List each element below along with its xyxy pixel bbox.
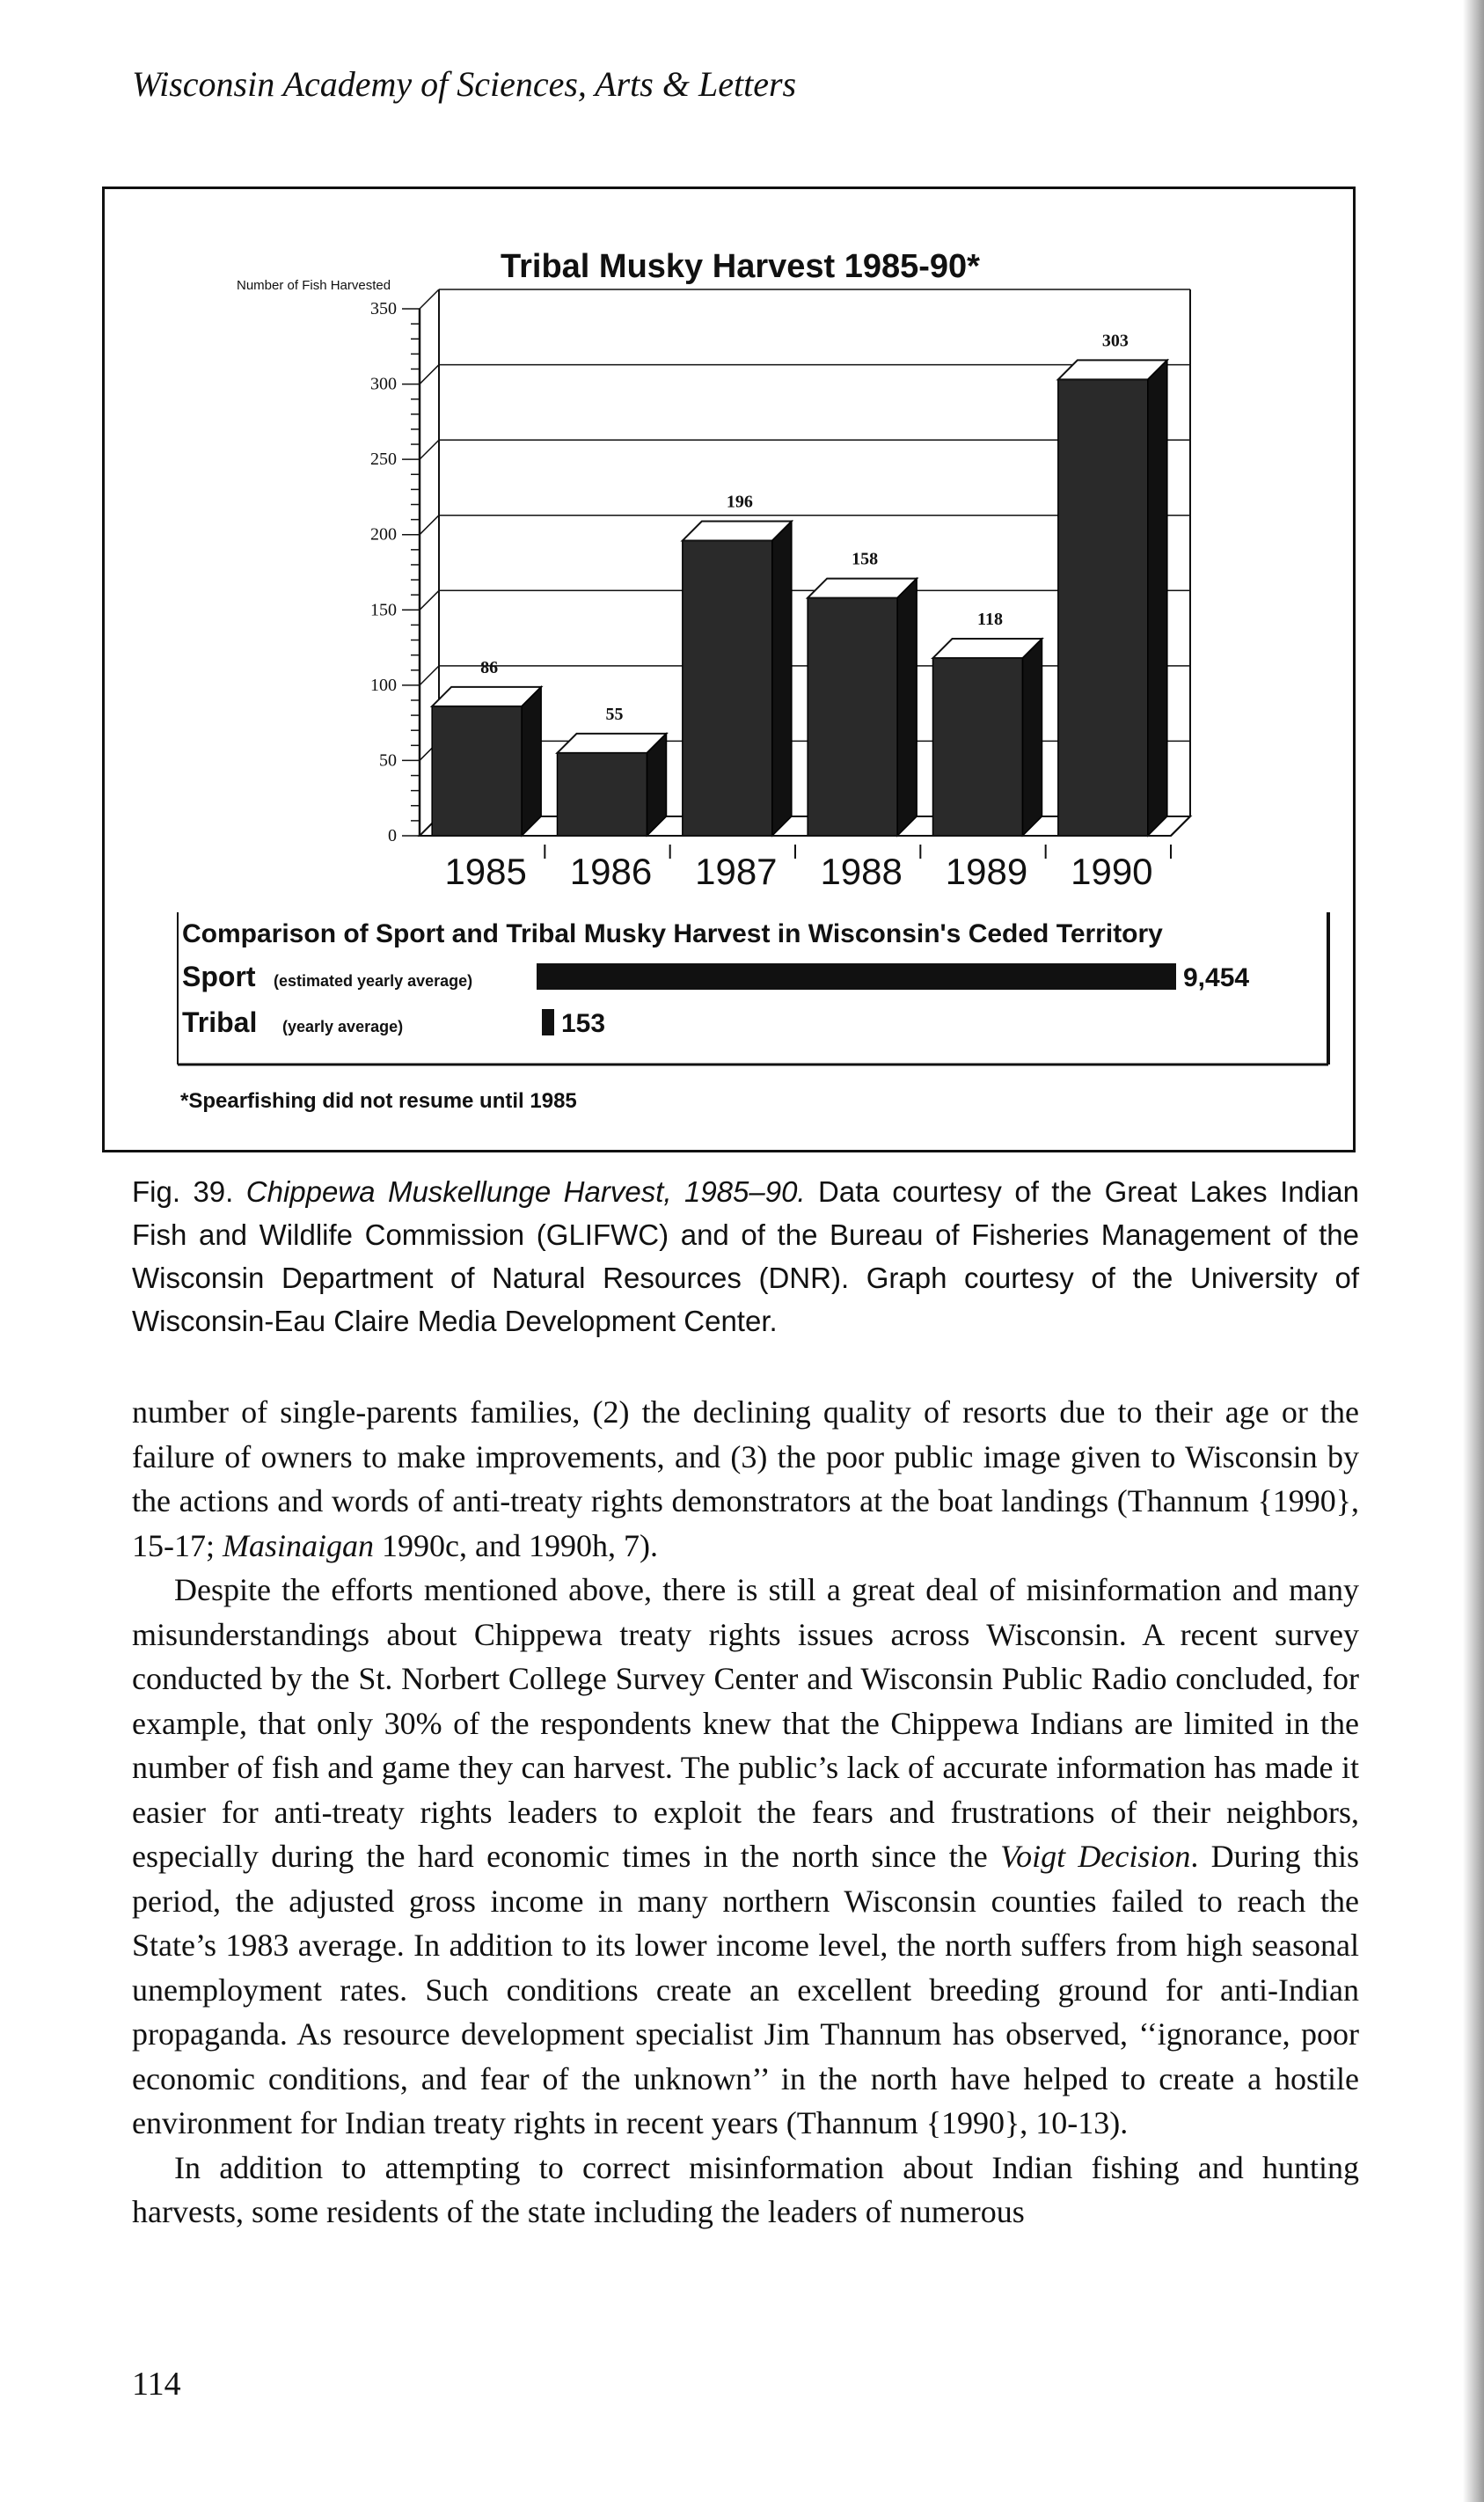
bar-side: [522, 687, 541, 836]
gridline-side: [420, 516, 439, 535]
bar-data-label: 158: [852, 549, 879, 569]
bar-data-label: 86: [480, 657, 499, 677]
y-axis-label: Number of Fish Harvested: [237, 278, 391, 293]
comparison-value-label: 9,454: [1183, 963, 1250, 992]
bar-front: [432, 706, 522, 836]
y-tick-label: 0: [388, 826, 397, 845]
gridline-side: [420, 440, 439, 459]
body-text: [132, 1390, 1359, 2235]
x-tick-label: 1989: [945, 851, 1028, 892]
x-tick-label: 1990: [1071, 851, 1153, 892]
y-tick-label: 300: [370, 374, 397, 394]
comparison-title: Comparison of Sport and Tribal Musky Harvest in Wisconsin's Ceded Territory: [182, 919, 1163, 948]
x-tick-label: 1987: [695, 851, 778, 892]
y-tick-label: 100: [370, 675, 397, 695]
caption-title: Chippewa Muskellunge Harvest, 1985–90.: [245, 1175, 806, 1208]
bar-data-label: 303: [1101, 331, 1129, 351]
caption-fig-label: Fig. 39.: [132, 1175, 234, 1208]
chart-footnote: *Spearfishing did not resume until 1985: [180, 1089, 577, 1113]
gridline-side: [420, 289, 439, 309]
bar-side: [772, 522, 792, 836]
bar-data-label: 196: [726, 492, 753, 512]
bar-front: [558, 753, 647, 836]
chart-title: Tribal Musky Harvest 1985-90*: [501, 248, 980, 285]
comparison-row-name: Tribal: [182, 1006, 258, 1038]
y-tick-label: 200: [370, 524, 397, 545]
paragraph: In addition to attempting to correct misinformation about Indian fishing and hunting harvests, some residents of the state including the leaders of numerous: [132, 2149, 1359, 2229]
paragraph: Despite the efforts mentioned above, there is still a great deal of misinformation and many misunderstandings about Chippewa treaty rights issues across Wisconsin. A recent survey conducted by the St. Norbert College Survey Center and Wisconsin Public Radio concluded, for example, that only 30% of the respondents knew that the Chippewa Indians are limited in the number of fish and game they can harvest. The public’s lack of accurate information has made it easier for anti-treaty rights leaders to exploit the fears and frustrations of their neighbors, especially during the hard economic times in the north since the Voigt Decision. During this period, the adjusted gross income in many northern Wisconsin counties failed to reach the State’s 1983 average. In addition to its lower income level, the north suffers from high seasonal unemployment rates. Such conditions create an excellent breeding ground for anti-Indian propaganda. As resource development specialist Jim Thannum has observed, ‘‘ignorance, poor economic conditions, and fear of the unknown’’ in the north have helped to create a hostile environment for Indian treaty rights in recent years (Thannum {1990}, 10-13).: [132, 1572, 1359, 2140]
bar-data-label: 55: [605, 704, 624, 724]
x-tick-label: 1985: [444, 851, 527, 892]
gridline-side: [420, 590, 439, 610]
y-tick-label: 350: [370, 299, 397, 318]
x-tick-label: 1988: [820, 851, 903, 892]
caption-text: Data courtesy of the Great Lakes Indian Fish and Wildlife Commission (GLIFWC) and of the Bureau of Fisheries Management of the Wisconsin Department of Natural Resources (DNR). Graph courtesy of the University of Wisconsin-Eau Claire Media Development Center.: [132, 1175, 1359, 1337]
figure-box: [102, 187, 1356, 1152]
comparison-row-note: (yearly average): [282, 1018, 404, 1035]
page-edge-shadow: [1463, 0, 1484, 2502]
bar-side: [897, 579, 917, 836]
bar-data-label: 118: [977, 610, 1003, 630]
figure-caption: [132, 1170, 1359, 1342]
y-tick-label: 150: [370, 600, 397, 620]
y-tick-label: 50: [379, 750, 397, 771]
y-tick-label: 250: [370, 450, 397, 470]
x-tick-label: 1986: [569, 851, 653, 892]
bar-front: [683, 541, 772, 836]
comparison-row-name: Sport: [182, 961, 256, 992]
comparison-bar: [537, 963, 1176, 990]
gridline-side: [420, 666, 439, 685]
paragraph: number of single-parents families, (2) the declining quality of resorts due to their age or the failure of owners to make improvements, and (3) the poor public image given to Wisconsin by the actions and words of anti-treaty rights demonstrators at the boat landings (Thannum {1990}, 15-17; Masinaigan 1990c, and 1990h, 7).: [132, 1394, 1359, 1563]
comparison-value-label: 153: [561, 1009, 606, 1038]
page-number: 114: [132, 2366, 181, 2403]
gridline-side: [420, 365, 439, 384]
bar-side: [1023, 639, 1042, 836]
harvest-chart: [105, 189, 1353, 1150]
bar-front: [933, 658, 1023, 836]
running-head: Wisconsin Academy of Sciences, Arts & Letters: [132, 64, 797, 104]
comparison-row-note: (estimated yearly average): [274, 972, 473, 990]
bar-front: [1058, 379, 1148, 836]
bar-front: [808, 598, 897, 836]
bar-side: [1148, 360, 1167, 836]
comparison-bar: [542, 1009, 554, 1035]
